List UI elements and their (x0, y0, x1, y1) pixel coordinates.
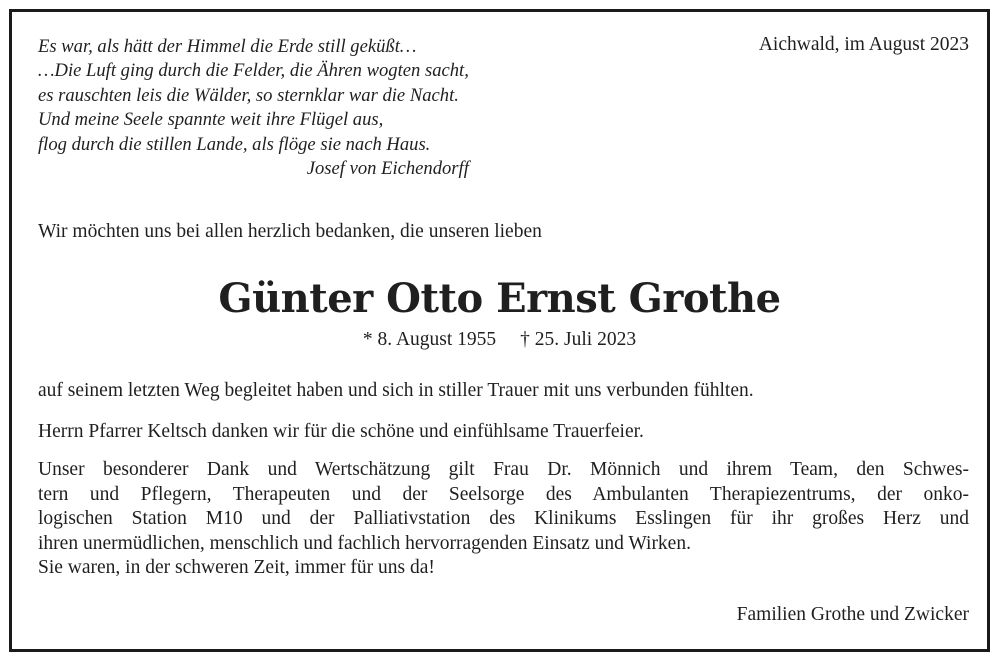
thanks-paragraph-1: auf seinem letzten Weg begleitet haben und sich in stiller Trauer mit uns verbunden fühlten. (38, 380, 754, 401)
paragraph-line: ihren unermüdlichen, menschlich und fachlich hervorragenden Einsatz und Wirken. (38, 532, 691, 554)
paragraph-line: tern und Pflegern, Therapeuten und der Seelsorge des Ambulanten Therapiezentrums, der onko- (38, 483, 969, 505)
deceased-name: Günter Otto Ernst Grothe (218, 275, 781, 322)
poem-line: flog durch die stillen Lande, als flöge sie nach Haus. (38, 133, 431, 155)
birth-date: * 8. August 1955 (362, 329, 497, 350)
signature: Familien Grothe und Zwicker (736, 604, 969, 625)
notice-frame (9, 9, 990, 652)
intro-text: Wir möchten uns bei allen herzlich bedanken, die unseren lieben (38, 221, 542, 242)
life-dates (12, 329, 987, 351)
poem-block (38, 35, 469, 181)
poem-line: …Die Luft ging durch die Felder, die Ähren wogten sacht, (38, 60, 469, 82)
paragraph-line: Sie waren, in der schweren Zeit, immer für uns da! (38, 557, 435, 579)
poem-line: Und meine Seele spannte weit ihre Flügel aus, (38, 109, 384, 131)
place-date: Aichwald, im August 2023 (758, 34, 969, 55)
death-date: † 25. Juli 2023 (520, 329, 637, 350)
thanks-paragraph-3 (38, 458, 969, 581)
paragraph-line: Unser besonderer Dank und Wertschätzung gilt Frau Dr. Mönnich und ihrem Team, den Schwes- (38, 459, 969, 480)
poem-line: Es war, als hätt der Himmel die Erde still geküßt… (38, 36, 417, 57)
paragraph-line: logischen Station M10 und der Palliativstation des Klinikums Esslingen für ihr großes Herz und (38, 508, 969, 530)
poem-line: es rauschten leis die Wälder, so sternklar war die Nacht. (38, 84, 459, 106)
poem-author: Josef von Eichendorff (306, 158, 469, 180)
thanks-paragraph-2: Herrn Pfarrer Keltsch danken wir für die schöne und einfühlsame Trauerfeier. (38, 421, 644, 442)
obituary-notice (12, 12, 987, 649)
